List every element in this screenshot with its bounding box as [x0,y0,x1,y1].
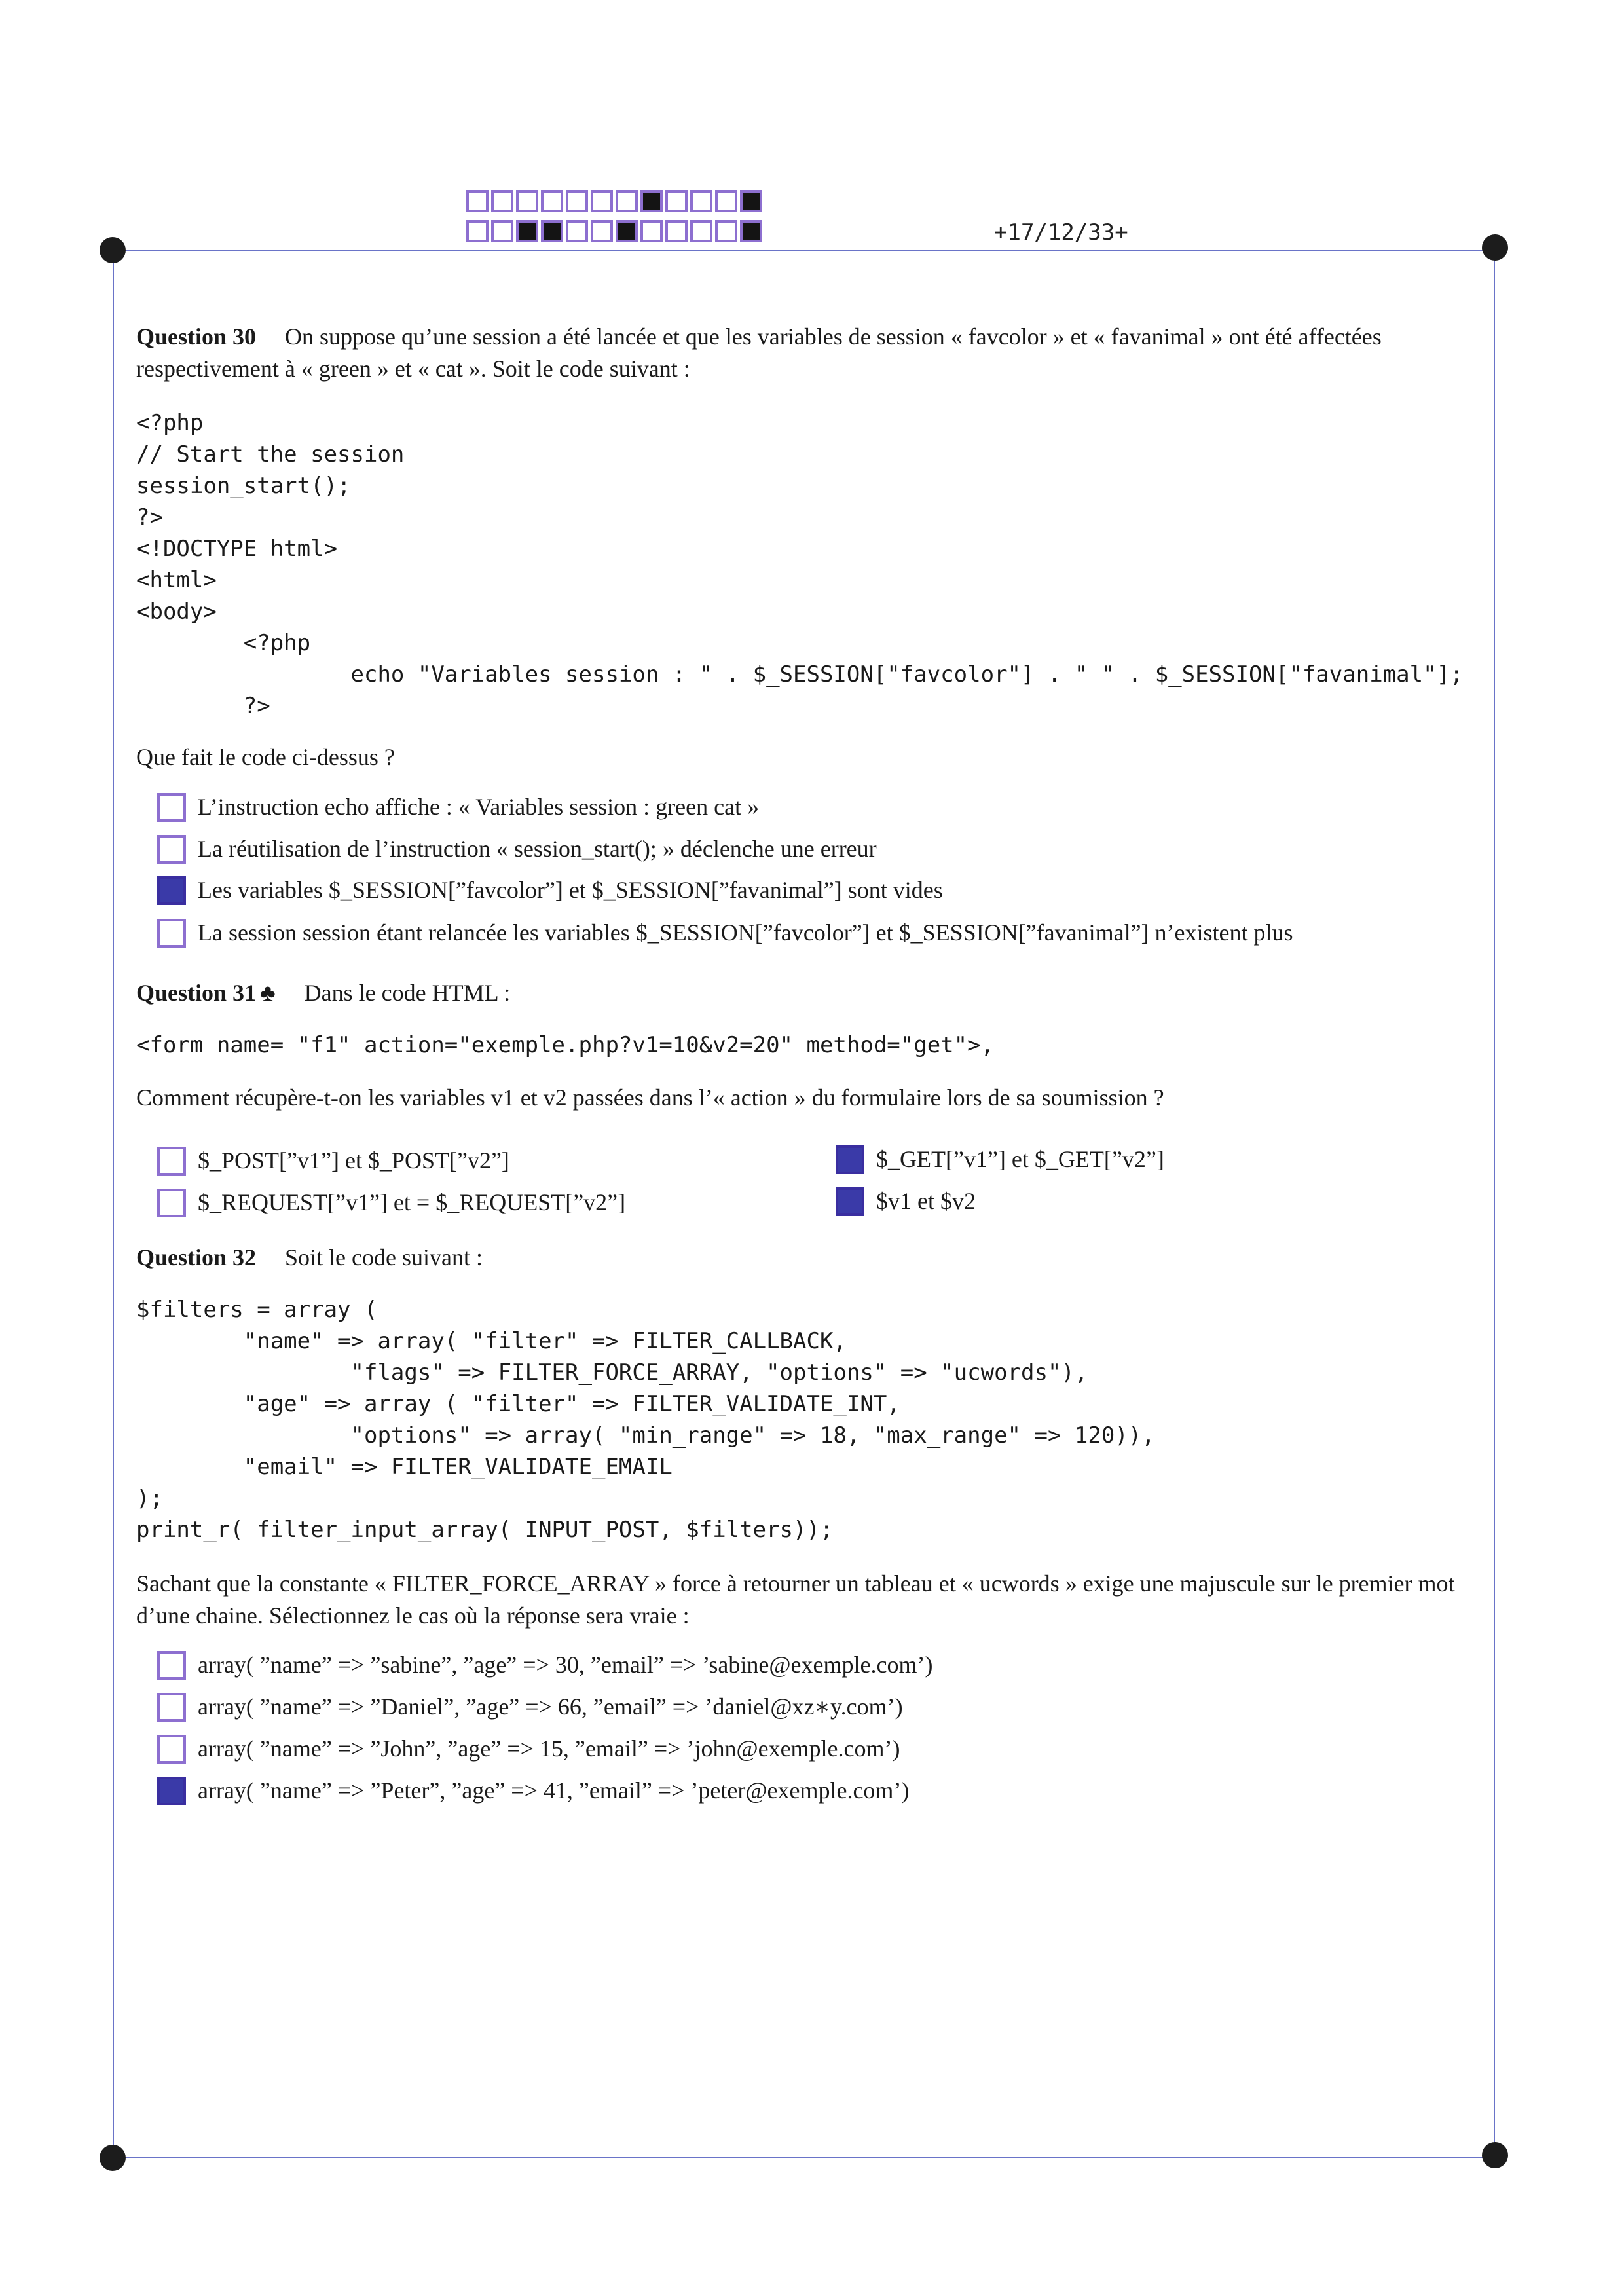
q31-option-3[interactable] [157,1188,625,1219]
checkbox[interactable] [157,919,186,948]
id-grid-cell [591,220,613,242]
option-label: L’instruction echo affiche : « Variables session : green cat » [198,794,760,820]
id-grid-cell [640,220,663,242]
id-grid-cell [690,220,712,242]
corner-mark-top-right [1482,234,1508,261]
id-grid-cell [541,190,563,212]
id-grid-cell [740,220,762,242]
id-grid-cell [516,190,538,212]
checkbox[interactable] [157,1777,186,1805]
q31-statement [136,977,1479,1009]
checkbox[interactable] [157,1189,186,1217]
q30-option-2[interactable] [157,834,877,866]
q32-option-3[interactable] [157,1734,900,1766]
id-grid-cell [541,220,563,242]
option-label: $v1 et $v2 [876,1188,976,1214]
q30-prompt: Que fait le code ci-dessus ? [136,744,395,770]
id-grid-cell [715,220,737,242]
checkbox[interactable] [836,1187,864,1216]
checkbox[interactable] [157,1147,186,1176]
option-label: $_REQUEST[”v1”] et = $_REQUEST[”v2”] [198,1189,626,1215]
corner-mark-bottom-right [1482,2142,1508,2168]
q31-option-1[interactable] [157,1146,509,1177]
id-grid-cell [665,190,688,212]
q30-option-4[interactable] [157,918,1293,950]
club-icon: ♣ [260,980,276,1006]
id-grid-cell [740,190,762,212]
q31-label-text: Question 31 [136,980,257,1006]
checkbox[interactable] [836,1145,864,1174]
option-label: array( ”name” => ”sabine”, ”age” => 30, ”email” => ’sabine@exemple.com’) [198,1652,933,1678]
q30-code: <?php // Start the session session_start(); ?> <!DOCTYPE html> <html> <body> <?php echo "Variables session : " . $_SESSION["favcolor"] . " " . $_SESSION["favanimal"]; ?> [136,410,1464,719]
id-grid-cell [715,190,737,212]
id-grid-cell [591,190,613,212]
q32-code: $filters = array ( "name" => array( "filter" => FILTER_CALLBACK, "flags" => FILTER_FORCE_ARRAY, "options" => "ucwords"), "age" => array ( "filter" => FILTER_VALIDATE_INT, "options" => array( "min_range" => 18, "max_range" => 120)), "email" => FILTER_VALIDATE_EMAIL ); print_r( filter_input_array( INPUT_POST, $filters)); [136,1297,1155,1543]
option-label: $_POST[”v1”] et $_POST[”v2”] [198,1147,509,1174]
checkbox[interactable] [157,1651,186,1680]
q32-label: Question 32 [136,1244,257,1270]
option-label: array( ”name” => ”Daniel”, ”age” => 66, ”email” => ’daniel@xz∗y.com’) [198,1694,903,1720]
corner-mark-bottom-left [100,2145,126,2171]
q32-option-2[interactable] [157,1692,903,1724]
q30-option-3[interactable] [157,876,943,907]
q32-option-1[interactable] [157,1650,932,1682]
q32-text: Soit le code suivant : [285,1244,483,1270]
id-grid-cell [516,220,538,242]
id-grid-cell [466,220,489,242]
q31-label [136,980,276,1006]
id-grid-cell [616,220,638,242]
corner-mark-top-left [100,237,126,263]
id-grid-cell [665,220,688,242]
q31-prompt: Comment récupère-t-on les variables v1 et v2 passées dans l’« action » du formulaire lors de sa soumission ? [136,1084,1164,1111]
id-grid-cell [491,220,513,242]
option-label: array( ”name” => ”Peter”, ”age” => 41, ”email” => ’peter@exemple.com’) [198,1777,910,1804]
q31-option-4[interactable] [836,1187,976,1218]
id-grid-cell [566,190,588,212]
q31-text: Dans le code HTML : [304,980,511,1006]
id-grid-row-2 [466,220,765,242]
q32-option-4[interactable] [157,1776,909,1807]
id-grid-cell [640,190,663,212]
option-label: $_GET[”v1”] et $_GET[”v2”] [876,1146,1164,1172]
checkbox[interactable] [157,876,186,905]
q31-option-2[interactable] [836,1145,1164,1176]
id-grid-cell [616,190,638,212]
q30-label: Question 30 [136,324,257,350]
q32-statement [136,1242,1479,1274]
id-grid-row-1 [466,190,765,212]
option-label: array( ”name” => ”John”, ”age” => 15, ”email” => ’john@exemple.com’) [198,1735,900,1762]
option-label: Les variables $_SESSION[”favcolor”] et $_SESSION[”favanimal”] sont vides [198,877,943,903]
q32-prompt: Sachant que la constante « FILTER_FORCE_ARRAY » force à retourner un tableau et « ucwords » exige une majuscule sur le premier mot d’une chaine. Sélectionnez le cas où la réponse sera vraie : [136,1570,1455,1629]
id-grid-cell [690,190,712,212]
option-label: La réutilisation de l’instruction « session_start(); » déclenche une erreur [198,836,877,862]
q30-text: On suppose qu’une session a été lancée et que les variables de session « favcolor » et « favanimal » ont été affectées respectivement à « green » et « cat ». Soit le code suivant : [136,324,1382,382]
option-label: La session session étant relancée les variables $_SESSION[”favcolor”] et $_SESSION[”favanimal”] n’existent plus [198,919,1293,946]
checkbox[interactable] [157,793,186,822]
checkbox[interactable] [157,1693,186,1722]
q30-statement [136,321,1479,385]
id-grid-cell [491,190,513,212]
page-id: +17/12/33+ [994,219,1128,246]
checkbox[interactable] [157,1735,186,1764]
id-grid-cell [566,220,588,242]
checkbox[interactable] [157,835,186,864]
q30-option-1[interactable] [157,792,759,824]
q31-code: <form name= "f1" action="exemple.php?v1=10&v2=20" method="get">, [136,1032,995,1058]
id-grid-cell [466,190,489,212]
